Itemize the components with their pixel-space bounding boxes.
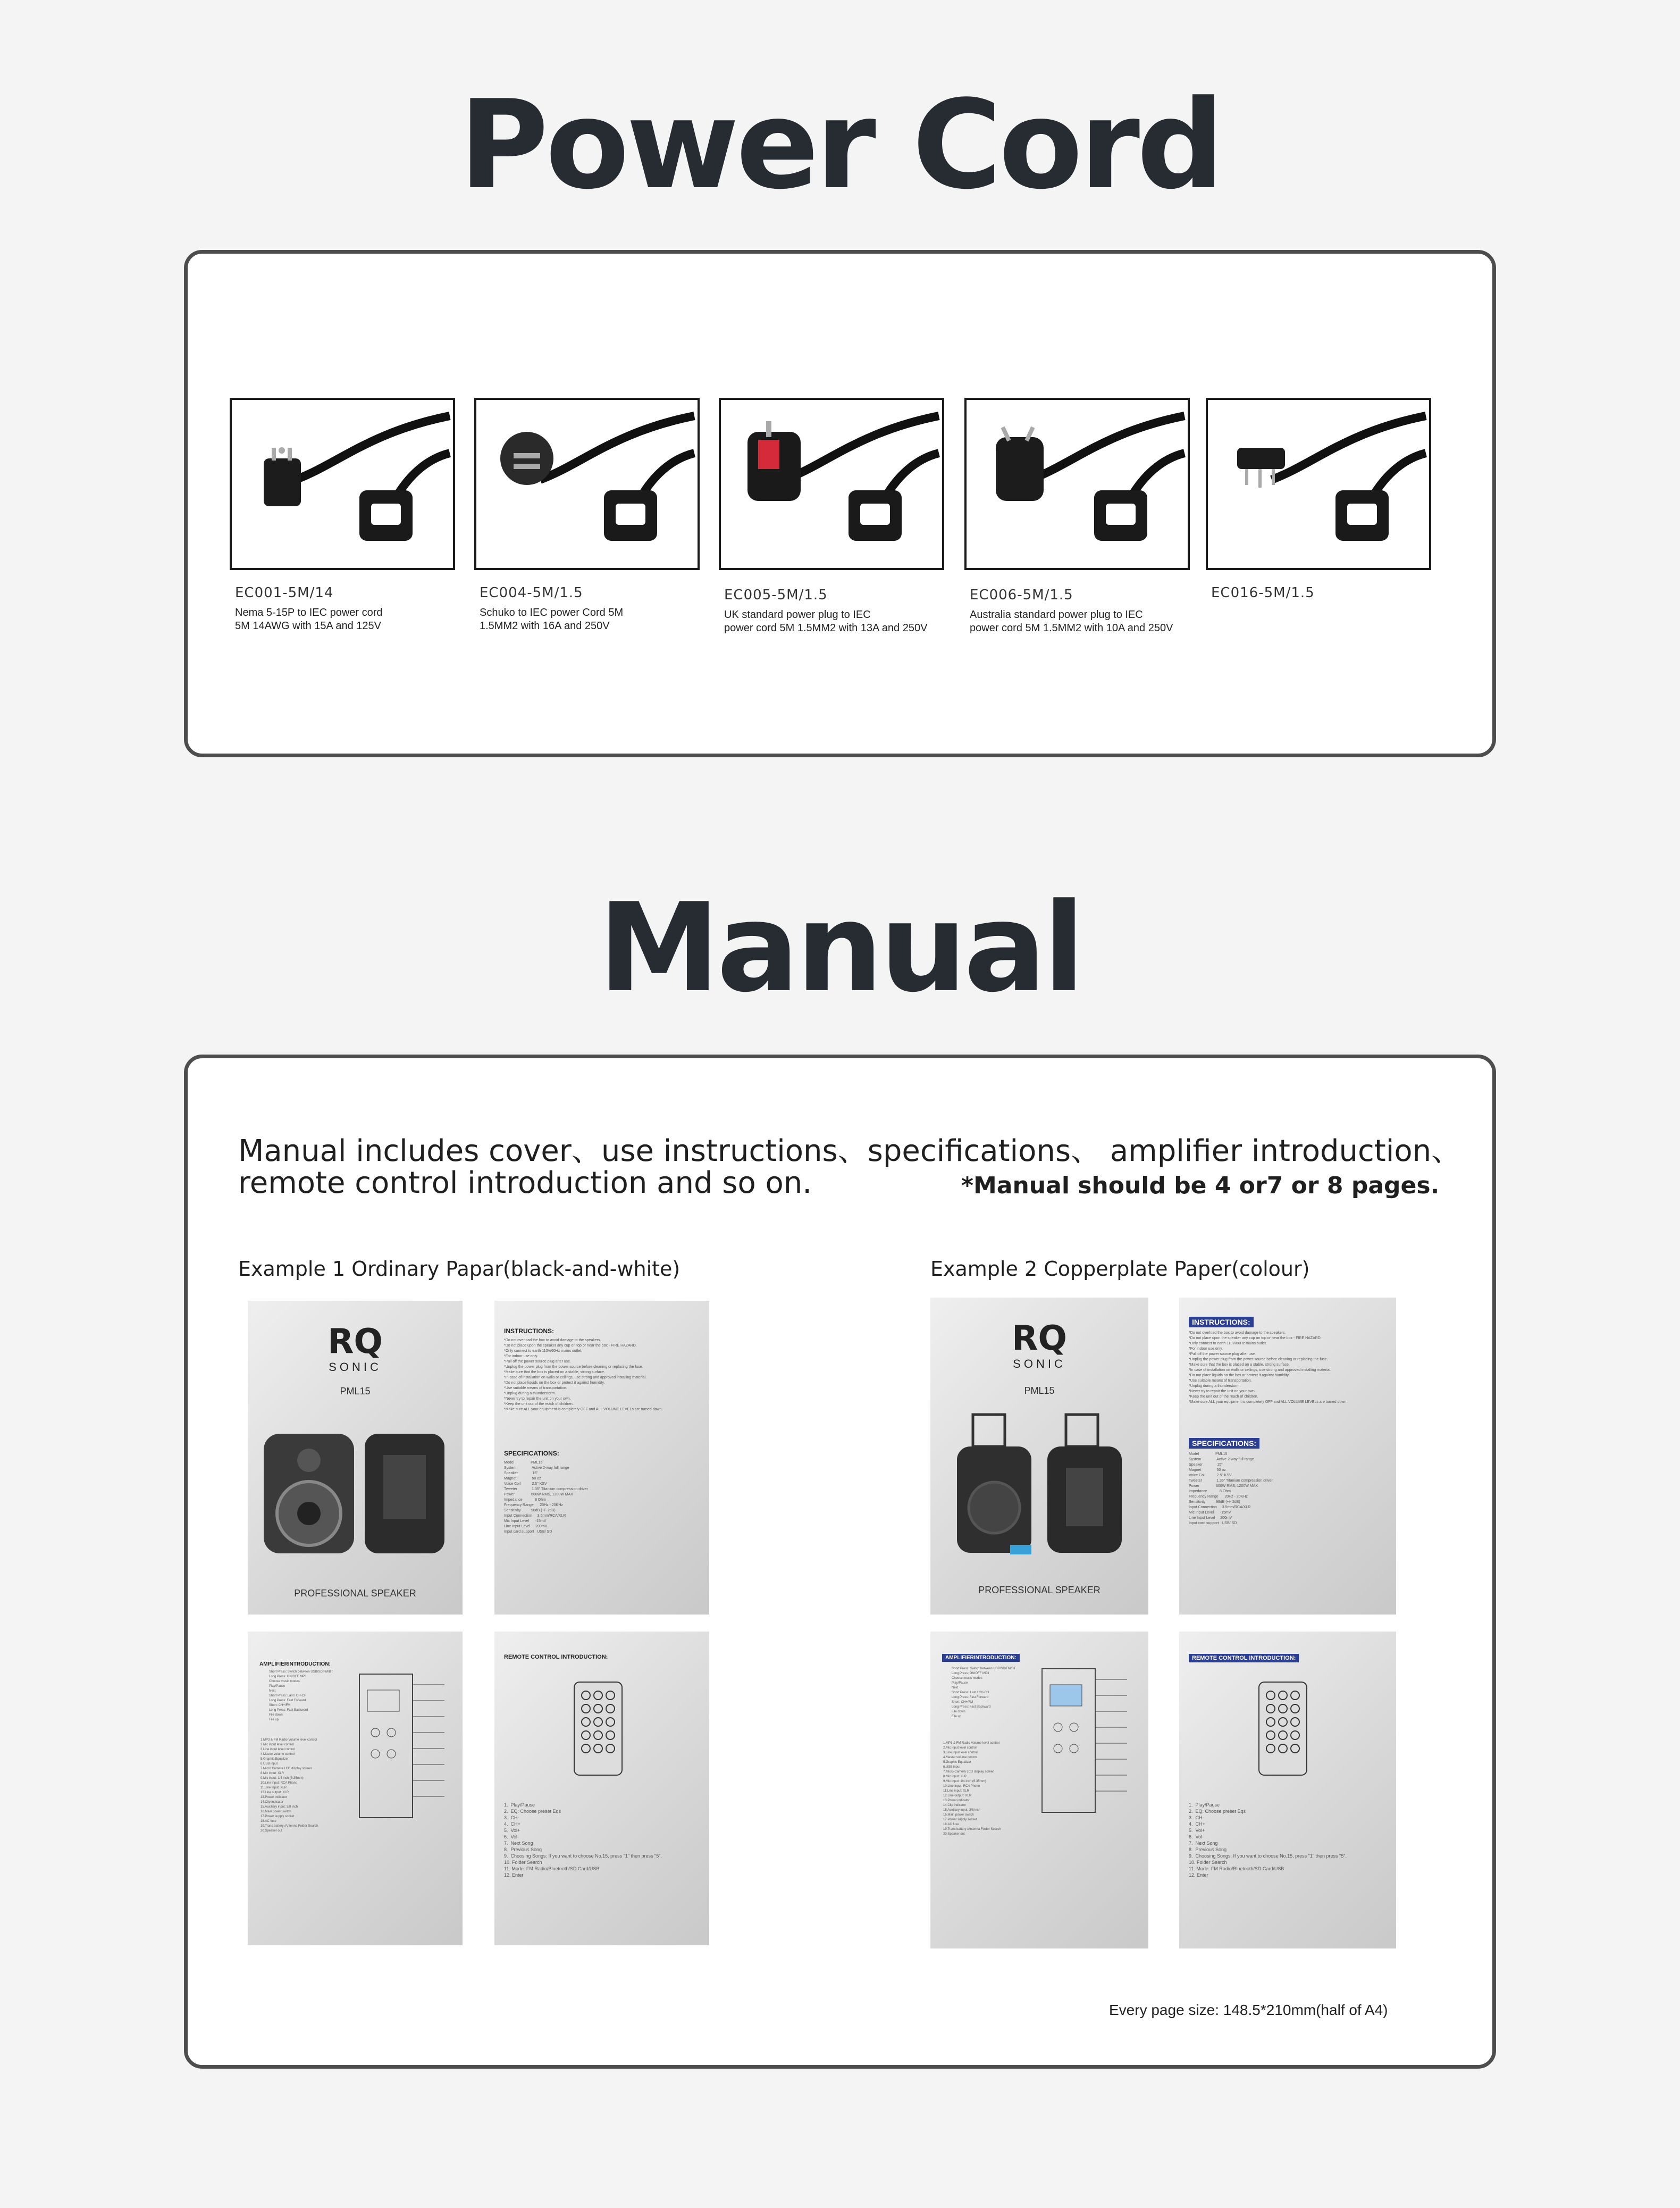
bw-remote-page: [494, 1632, 709, 1945]
cover-caption: PROFESSIONAL SPEAKER: [294, 1588, 416, 1599]
amplifier-keys: Short Press: Switch between USB/SD/FM/BT Long Press: ON/OFF MP3 Choose music modes Play/Pause Next Short Press: Last / CH-CH Long Press: Fast Forward Short: CH+/FM Long Press: Fast Backward File down File up: [952, 1667, 1016, 1718]
power-cord-code: EC004-5M/1.5: [480, 585, 583, 601]
colour-instructions-page: [1179, 1298, 1396, 1615]
remote-control-icon: [1254, 1679, 1328, 1780]
power-cord-code: EC016-5M/1.5: [1211, 585, 1315, 601]
manual-intro-line1: Manual includes cover、use instructions、specifications、 amplifier introduction、: [238, 1134, 1461, 1168]
power-cord-image: [964, 398, 1190, 570]
colour-remote-page: [1179, 1632, 1396, 1948]
page-size-note: Every page size: 148.5*210mm(half of A4): [1109, 2002, 1388, 2018]
bw-amplifier-page: [248, 1632, 463, 1945]
power-cord-code: EC006-5M/1.5: [970, 587, 1073, 603]
brand-subtitle: SONIC: [1013, 1357, 1066, 1370]
instructions-heading: INSTRUCTIONS:: [504, 1327, 554, 1335]
uk-plug-icon: [721, 400, 944, 570]
brand-logo: RQ: [327, 1322, 383, 1361]
amplifier-list: 1.MP3 & FM Radio Volume level control 2.Mic input level control 3.Line input level control 4.Master volume control 5.Graphic Equalizer 6.USB input 7.Micro Camera LCD display screen 8.Mic input: XLR 9.Mic input: 1/4 inch (6.35mm) 10.Line input: RCA Phono 11.Line input: XLR 12.Line output: XLR 13.Power indicator 14.Clip indicator 15.Auxiliary input: 3/8 inch 16.Main power switch 17.Power supply socket 18.AC fuse 19.Trans battery /Antenna Folder Search 20.Speaker out: [943, 1742, 1001, 1836]
model-name: PML15: [1024, 1385, 1055, 1396]
remote-control-icon: [569, 1679, 643, 1780]
colour-cover-page: [930, 1298, 1148, 1615]
swiss-plug-icon: [1208, 400, 1431, 570]
remote-button-list: 1. Play/Pause 2. EQ: Choose preset Eqs 3. CH- 4. CH+ 5. Vol+ 6. Vol- 7. Next Song 8. Previous Song 9. Choosing Songs: If you want to choose No.15, press "1" then press "5". 10. Folder Search 11. Mode: FM Radio/Bluetooth/SD Card/USB 12. Enter: [1189, 1802, 1347, 1878]
power-cord-image: [230, 398, 455, 570]
instructions-body: *Do not overload the box to avoid damage to the speakers. *Do not place upon the speaker any cup on top or near the box - FIRE HAZARD. *Only connect to earth 110V/60Hz mains outlet. *For indoor use only. *Pull off the power source plug after use. *Unplug the power plug from the power source before cleaning or replacing the fuse. *Make sure that the box is placed on a stable, strong surface. *In case of installation on walls or ceilings, use strong and approved installing material. *Do not place liquids on the box or protect it against humidity. *Use suitable means of transportation. *Unplug during a thunderstorm. *Never try to repair the unit on your own. *Keep the unit out of the reach of children. *Make sure ALL your equipment is completely OFF and ALL VOLUME LEVELs are turned down.: [1189, 1331, 1348, 1404]
remote-button-list: 1. Play/Pause 2. EQ: Choose preset Eqs 3. CH- 4. CH+ 5. Vol+ 6. Vol- 7. Next Song 8. Previous Song 9. Choosing Songs: If you want to choose No.15, press "1" then press "5". 10. Folder Search 11. Mode: FM Radio/Bluetooth/SD Card/USB 12. Enter: [504, 1802, 662, 1878]
example1-label: Example 1 Ordinary Papar(black-and-white): [238, 1257, 681, 1281]
power-cord-description: Nema 5-15P to IEC power cord: [235, 607, 383, 618]
amplifier-list: 1.MP3 & FM Radio Volume level control 2.Mic input level control 3.Line input level control 4.Master volume control 5.Graphic Equalizer 6.USB input 7.Micro Camera LCD display screen 8.Mic input: XLR 9.Mic input: 1/4 inch (6.35mm) 10.Line input: RCA Phono 11.Line input: XLR 12.Line output: XLR 13.Power indicator 14.Clip indicator 15.Auxiliary input: 3/8 inch 16.Main power switch 17.Power supply socket 18.AC fuse 19.Trans battery /Antenna Folder Search 20.Speaker out: [261, 1738, 318, 1833]
specifications-body: Model PML15 System Active 2-way full range Speaker 15" Magnet 50 oz Voice Coil 2.5" KSV Tweeter 1.35" Titanium compression driver Power 600W RMS, 1200W MAX Impedance 8 Ohm Frequency Range 20Hz - 20KHz Sensitivity 98dB (+/- 2dB) Input Connection 3.5mm/RCA/XLR Mic Input Level -15mV Line Input Level 200mV Input card support USB/ SD: [504, 1461, 588, 1534]
power-cord-description: UK standard power plug to IEC: [724, 609, 871, 621]
model-name: PML15: [340, 1386, 371, 1396]
brand-subtitle: SONIC: [329, 1360, 382, 1374]
example2-label: Example 2 Copperplate Paper(colour): [930, 1257, 1310, 1281]
power-cord-image: [474, 398, 700, 570]
us-plug-icon: [232, 400, 455, 570]
power-cord-description: 1.5MM2 with 16A and 250V: [480, 620, 610, 632]
schuko-plug-icon: [476, 400, 700, 570]
power-cord-image: [719, 398, 944, 570]
brand-logo: RQ: [1012, 1319, 1067, 1358]
specifications-heading: SPECIFICATIONS:: [504, 1450, 559, 1457]
instructions-body: *Do not overload the box to avoid damage to the speakers. *Do not place upon the speaker any cup on top or near the box - FIRE HAZARD. *Only connect to earth 110V/60Hz mains outlet. *For indoor use only. *Pull off the power source plug after use. *Unplug the power plug from the power source before cleaning or replacing the fuse. *Make sure that the box is placed on a stable, strong surface. *In case of installation on walls or ceilings, use strong and approved installing material. *Do not place liquids on the box or protect it against humidity. *Use suitable means of transportation. *Unplug during a thunderstorm. *Never try to repair the unit on your own. *Keep the unit out of the reach of children. *Make sure ALL your equipment is completely OFF and ALL VOLUME LEVELs are turned down.: [504, 1339, 663, 1411]
amplifier-panel-diagram: [1037, 1663, 1138, 1823]
power-cord-image: [1206, 398, 1431, 570]
bw-cover-page: [248, 1301, 463, 1615]
amplifier-heading: AMPLIFIERINTRODUCTION:: [259, 1661, 331, 1667]
manual-page-count-note: *Manual should be 4 or7 or 8 pages.: [961, 1172, 1440, 1199]
speaker-product-icon: [258, 1428, 455, 1556]
cover-caption: PROFESSIONAL SPEAKER: [978, 1585, 1101, 1595]
au-plug-icon: [967, 400, 1190, 570]
power-cord-code: EC005-5M/1.5: [724, 587, 828, 603]
power-cord-description: Schuko to IEC power Cord 5M: [480, 607, 624, 618]
power-cord-description: Australia standard power plug to IEC: [970, 609, 1143, 621]
power-cord-description: power cord 5M 1.5MM2 with 13A and 250V: [724, 622, 928, 634]
amplifier-heading: AMPLIFIERINTRODUCTION:: [942, 1654, 1020, 1662]
power-cord-description: 5M 14AWG with 15A and 125V: [235, 620, 381, 632]
amplifier-keys: Short Press: Switch between USB/SD/FM/BT Long Press: ON/OFF MP3 Choose music modes Play/Pause Next Short Press: Last / CH-CH Long Press: Fast Forward Short: CH+/FM Long Press: Fast Backward File down File up: [269, 1670, 333, 1721]
remote-heading: REMOTE CONTROL INTRODUCTION:: [1189, 1654, 1299, 1662]
trolley-speaker-icon: [952, 1409, 1132, 1563]
bw-instructions-page: [494, 1301, 709, 1615]
power-cord-description: power cord 5M 1.5MM2 with 10A and 250V: [970, 622, 1173, 634]
colour-amplifier-page: [930, 1632, 1148, 1948]
manual-intro-line2: remote control introduction and so on.: [238, 1166, 812, 1200]
manual-title: Manual: [598, 877, 1082, 1019]
specifications-heading: SPECIFICATIONS:: [1189, 1438, 1259, 1449]
power-cord-title: Power Cord: [459, 74, 1221, 216]
power-cord-code: EC001-5M/14: [235, 585, 334, 601]
remote-heading: REMOTE CONTROL INTRODUCTION:: [504, 1654, 608, 1660]
amplifier-panel-diagram: [354, 1669, 455, 1828]
specifications-body: Model PML15 System Active 2-way full range Speaker 15" Magnet 50 oz Voice Coil 2.5" KSV Tweeter 1.35" Titanium compression driver Power 600W RMS, 1200W MAX Impedance 8 Ohm Frequency Range 20Hz - 20KHz Sensitivity 98dB (+/- 2dB) Input Connection 3.5mm/RCA/XLR Mic Input Level -15mV Line Input Level 200mV Input card support USB/ SD: [1189, 1452, 1273, 1525]
instructions-heading: INSTRUCTIONS:: [1189, 1317, 1254, 1327]
